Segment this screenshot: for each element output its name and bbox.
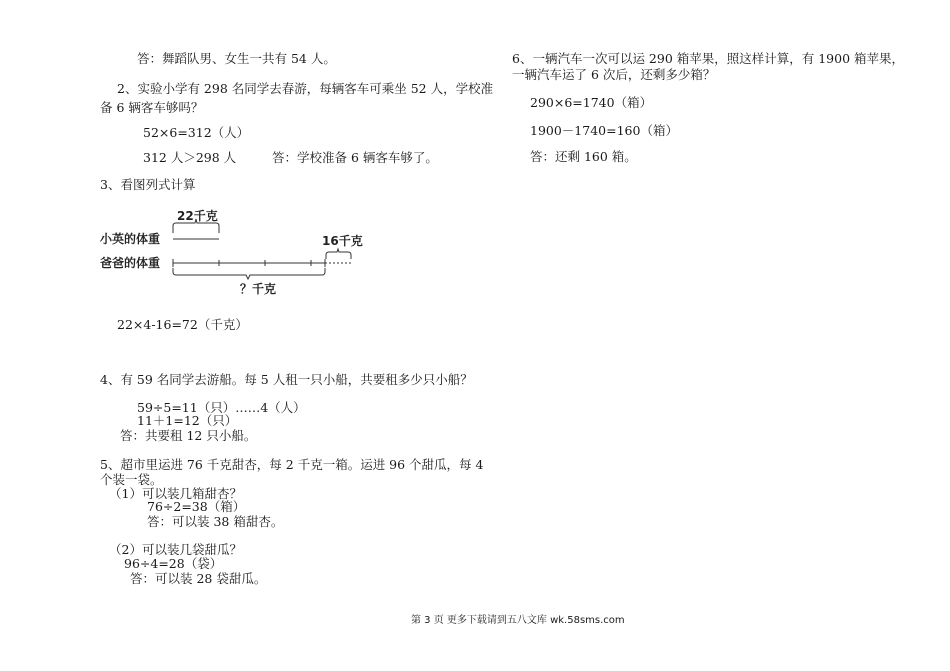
question-6-calc-1: 290×6=1740（箱） — [530, 95, 653, 110]
question-5-line-2: 个装一袋。 — [100, 472, 163, 487]
question-4-title: 4、有 59 名同学去游船。每 5 人租一只小船，共要租多少只小船？ — [100, 372, 473, 387]
question-6-line-1: 6、一辆汽车一次可以运 290 箱苹果，照这样计算，有 1900 箱苹果， — [512, 51, 905, 66]
question-3-calc: 22×4-16=72（千克） — [117, 317, 248, 332]
answer-dance-team: 答：舞蹈队男、女生一共有 54 人。 — [137, 51, 336, 66]
diagram-label-16kg: 16千克 — [322, 234, 363, 248]
question-4-answer: 答：共要租 12 只小船。 — [120, 428, 257, 443]
diagram-label-unknown: ？千克 — [240, 282, 277, 296]
question-3-title: 3、看图列式计算 — [100, 177, 196, 192]
question-5-sub-2: （2）可以装几袋甜瓜？ — [109, 542, 242, 557]
question-2-line-1: 2、实验小学有 298 名同学去春游，每辆客车可乘坐 52 人，学校准 — [117, 81, 494, 96]
question-5-answer-1: 答：可以装 38 箱甜杏。 — [147, 514, 284, 529]
question-5-answer-2: 答：可以装 28 袋甜瓜。 — [130, 571, 267, 586]
question-5-sub-1: （1）可以装几箱甜杏？ — [109, 486, 242, 501]
question-5-calc-2: 96÷4=28（袋） — [124, 556, 223, 571]
question-6-line-2: 一辆汽车运了 6 次后，还剩多少箱？ — [512, 67, 716, 82]
diagram-label-22kg: 22千克 — [177, 209, 218, 223]
question-6-calc-2: 1900－1740=160（箱） — [530, 123, 678, 138]
question-2-calc-1: 52×6=312（人） — [143, 125, 250, 140]
question-2-line-2: 备 6 辆客车够吗？ — [100, 100, 204, 115]
question-2-calc-2: 312 人＞298 人 — [143, 150, 237, 165]
weight-line-diagram — [100, 205, 370, 300]
question-2-answer: 答：学校准备 6 辆客车够了。 — [272, 150, 438, 165]
question-4-calc-1: 59÷5=11（只）……4（人） — [137, 400, 306, 415]
diagram-row-xiaoying: 小英的体重 — [100, 232, 161, 246]
question-5-line-1: 5、超市里运进 76 千克甜杏，每 2 千克一箱。运进 96 个甜瓜，每 4 — [100, 457, 484, 472]
page-footer: 第 3 页 更多下载请到五八文库 wk.58sms.com — [411, 615, 625, 626]
question-5-calc-1: 76÷2=38（箱） — [147, 499, 246, 514]
diagram-row-dad: 爸爸的体重 — [100, 256, 161, 270]
question-4-calc-2: 11＋1=12（只） — [137, 413, 238, 428]
question-6-answer: 答：还剩 160 箱。 — [530, 149, 637, 164]
